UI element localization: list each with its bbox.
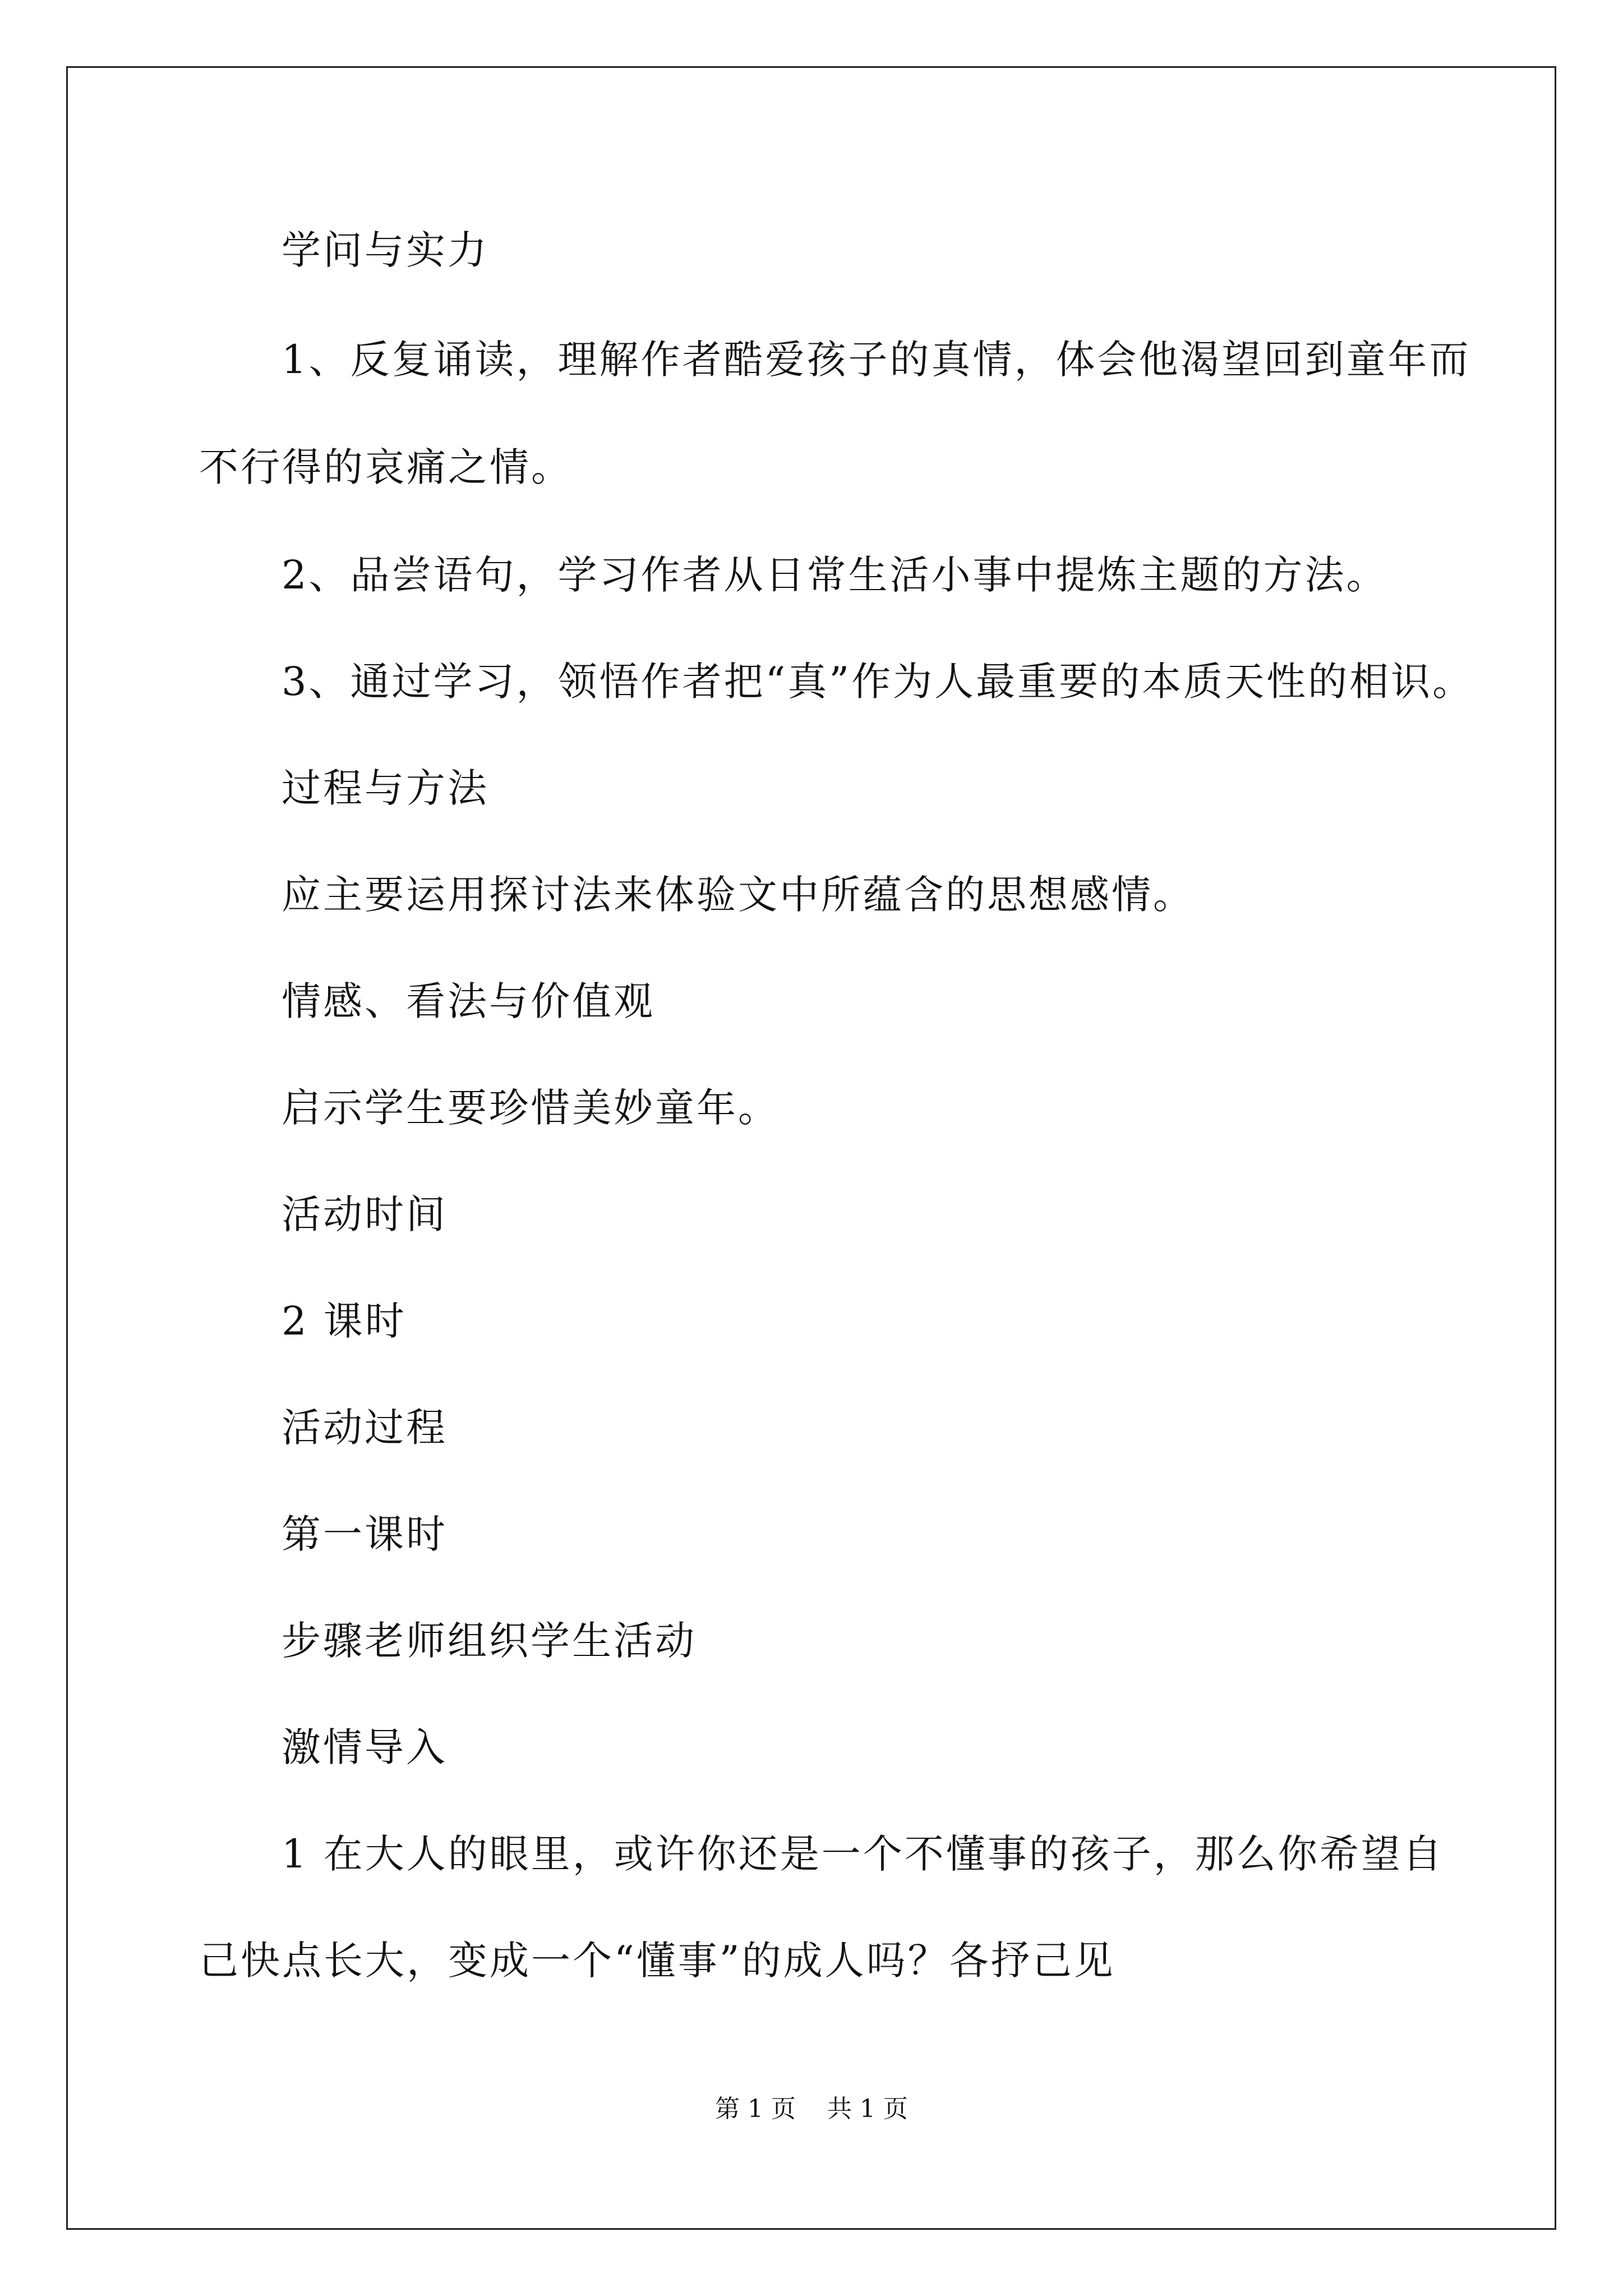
section-heading-activity: 活动过程 bbox=[282, 1405, 448, 1451]
intro-heading: 激情导入 bbox=[282, 1724, 448, 1770]
intro-question-line-1: 1 在大人的眼里，或许你还是一个不懂事的孩子，那么你希望自 bbox=[282, 1831, 1444, 1877]
intro-question-line-2: 己快点长大，变成一个“懂事”的成人吗？各抒己见 bbox=[199, 1938, 1115, 1984]
objective-2: 2、品尝语句，学习作者从日常生活小事中提炼主题的方法。 bbox=[282, 552, 1388, 598]
page-footer: 第 1 页 共 1 页 bbox=[715, 2095, 908, 2123]
lesson-one-heading: 第一课时 bbox=[282, 1511, 448, 1557]
section-heading-knowledge: 学问与实力 bbox=[282, 227, 489, 273]
time-text: 2 课时 bbox=[282, 1298, 407, 1344]
page-frame bbox=[66, 66, 1556, 2230]
objective-3: 3、通过学习，领悟作者把“真”作为人最重要的本质天性的相识。 bbox=[282, 659, 1474, 705]
section-heading-emotion: 情感、看法与价值观 bbox=[282, 978, 655, 1024]
objective-1-line-2: 不行得的哀痛之情。 bbox=[199, 444, 573, 490]
process-text: 应主要运用探讨法来体验文中所蕴含的思想感情。 bbox=[282, 872, 1195, 918]
steps-heading: 步骤老师组织学生活动 bbox=[282, 1618, 697, 1664]
section-heading-time: 活动时间 bbox=[282, 1191, 448, 1237]
objective-1-line-1: 1、反复诵读，理解作者酷爱孩子的真情，体会他渴望回到童年而 bbox=[282, 337, 1471, 383]
emotion-text: 启示学生要珍惜美妙童年。 bbox=[282, 1085, 780, 1131]
section-heading-process: 过程与方法 bbox=[282, 765, 489, 811]
